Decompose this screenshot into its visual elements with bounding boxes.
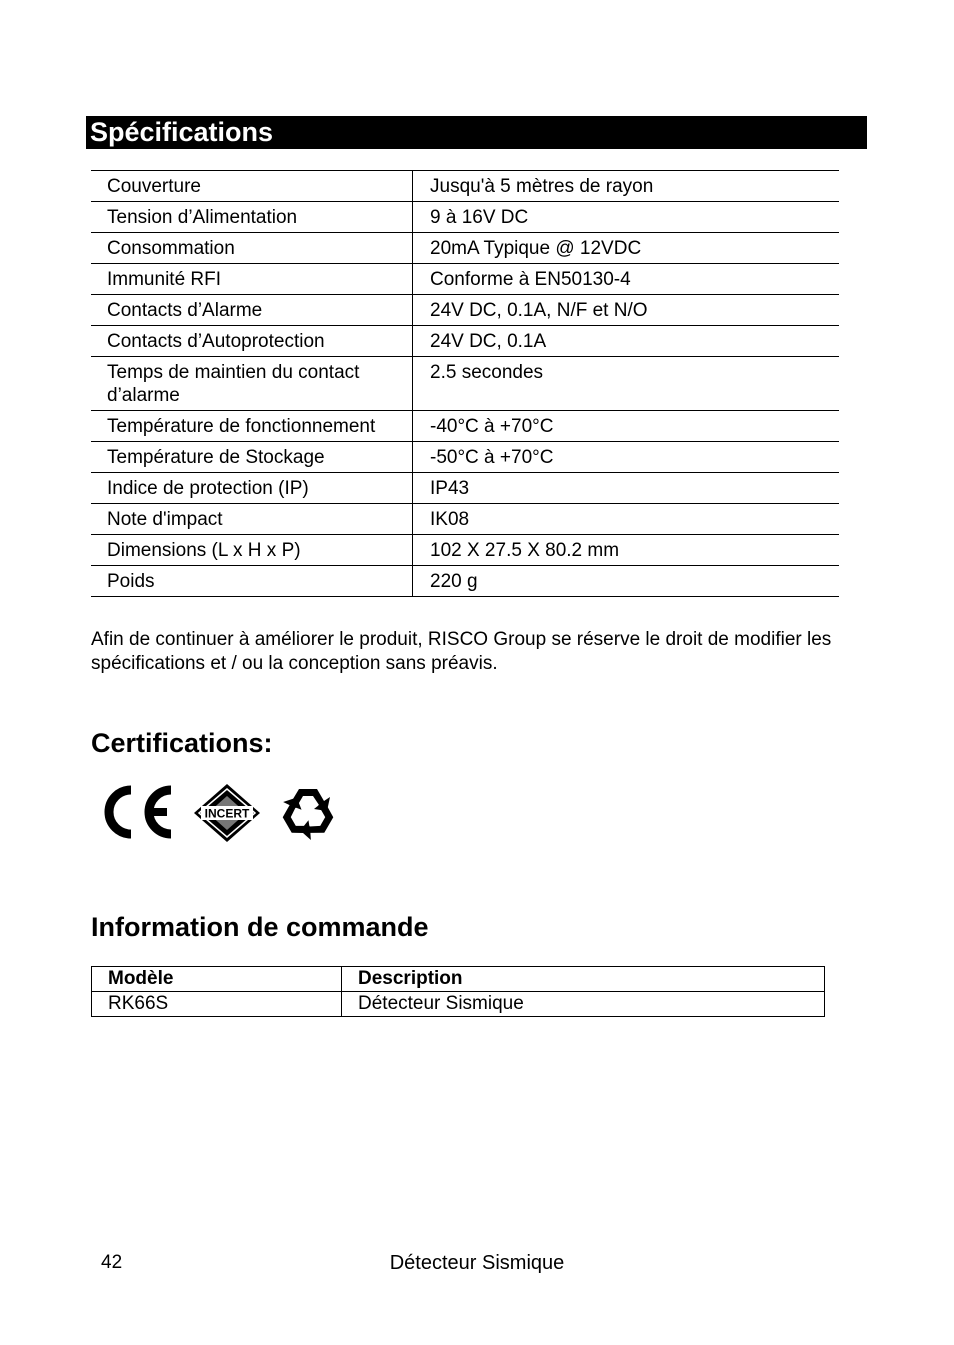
- table-row: [91, 473, 839, 504]
- spec-value: IP43: [413, 473, 840, 504]
- spec-label: Température de Stockage: [91, 442, 413, 473]
- spec-value: 20mA Typique @ 12VDC: [413, 233, 840, 264]
- spec-label: Contacts d’Alarme: [91, 295, 413, 326]
- spec-value: -40°C à +70°C: [413, 411, 840, 442]
- specifications-table: [91, 170, 839, 597]
- table-row: [91, 295, 839, 326]
- spec-label: Poids: [91, 566, 413, 597]
- table-row: [91, 171, 839, 202]
- table-row: [91, 504, 839, 535]
- table-row: [91, 326, 839, 357]
- spec-label: Indice de protection (IP): [91, 473, 413, 504]
- spec-label: Contacts d’Autoprotection: [91, 326, 413, 357]
- model-cell: RK66S: [92, 992, 342, 1017]
- spec-label: Note d'impact: [91, 504, 413, 535]
- spec-value: 220 g: [413, 566, 840, 597]
- ordering-heading: Information de commande: [91, 912, 429, 942]
- disclaimer-paragraph: Afin de continuer à améliorer le produit, RISCO Group se réserve le droit de modifier les spécifications et / ou la conception sans préavis.: [91, 629, 832, 674]
- spec-label: Immunité RFI: [91, 264, 413, 295]
- spec-value: 9 à 16V DC: [413, 202, 840, 233]
- spec-value: 24V DC, 0.1A: [413, 326, 840, 357]
- spec-label: Consommation: [91, 233, 413, 264]
- spec-label: Température de fonctionnement: [91, 411, 413, 442]
- column-header-model: Modèle: [92, 967, 342, 992]
- table-row: [91, 566, 839, 597]
- ce-mark-icon: [109, 790, 171, 834]
- footer-title: Détecteur Sismique: [389, 1252, 565, 1274]
- description-cell: Détecteur Sismique: [342, 992, 825, 1017]
- table-header-row: [92, 967, 825, 992]
- table-row: [92, 992, 825, 1017]
- spec-value: Conforme à EN50130-4: [413, 264, 840, 295]
- column-header-description: Description: [342, 967, 825, 992]
- spec-value: -50°C à +70°C: [413, 442, 840, 473]
- spec-label: Tension d’Alimentation: [91, 202, 413, 233]
- spec-value: 2.5 secondes: [413, 357, 840, 411]
- certification-logos: [97, 780, 347, 851]
- spec-value: Jusqu'à 5 mètres de rayon: [413, 171, 840, 202]
- spec-label: Dimensions (L x H x P): [91, 535, 413, 566]
- specifications-heading: Spécifications: [86, 116, 867, 149]
- table-row: [91, 233, 839, 264]
- ordering-table: [91, 966, 825, 1017]
- recycle-icon: [276, 789, 338, 844]
- spec-label: Temps de maintien du contact d’alarme: [91, 357, 413, 411]
- incert-logo-text: INCERT: [204, 806, 250, 821]
- table-row: [91, 535, 839, 566]
- table-row: [91, 411, 839, 442]
- spec-value: 102 X 27.5 X 80.2 mm: [413, 535, 840, 566]
- spec-label: Couverture: [91, 171, 413, 202]
- table-row: [91, 442, 839, 473]
- table-row: [91, 202, 839, 233]
- spec-value: 24V DC, 0.1A, N/F et N/O: [413, 295, 840, 326]
- table-row: [91, 264, 839, 295]
- certifications-heading: Certifications:: [91, 728, 273, 758]
- page-number: 42: [101, 1252, 123, 1273]
- incert-logo: [194, 784, 260, 842]
- table-row: [91, 357, 839, 411]
- spec-value: IK08: [413, 504, 840, 535]
